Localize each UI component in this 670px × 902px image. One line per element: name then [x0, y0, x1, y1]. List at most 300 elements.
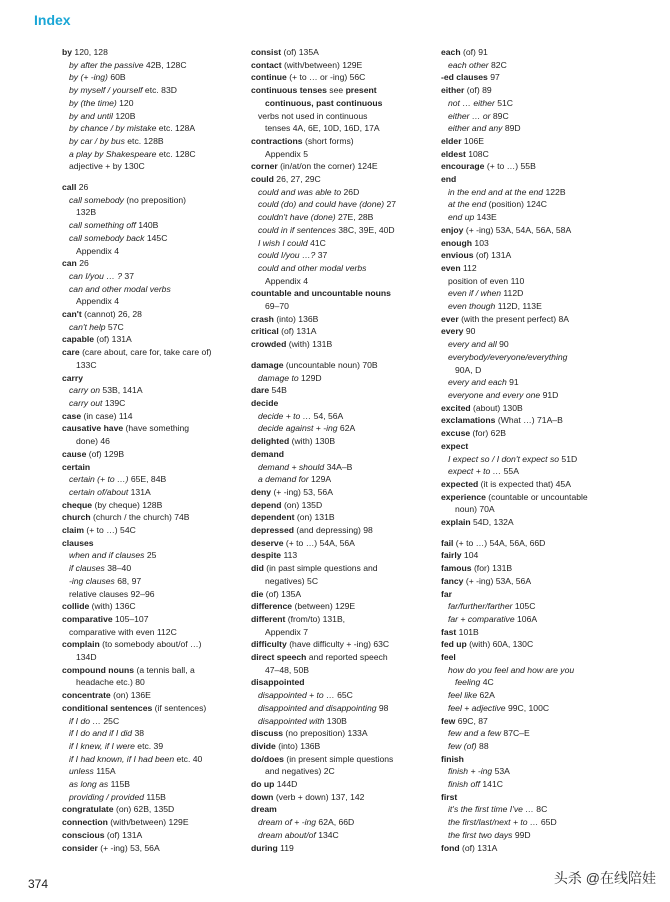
- subentry-text: not … either: [448, 97, 495, 108]
- index-line: [62, 486, 242, 499]
- entry-text: 57C: [105, 321, 124, 332]
- entry-text: 55A: [501, 466, 519, 477]
- headword: finish: [441, 753, 464, 764]
- entry-text: (have something: [123, 423, 190, 434]
- index-line: [441, 198, 621, 211]
- subentry-text: by after the passive: [69, 59, 144, 70]
- entry-text: 69C, 87: [455, 715, 488, 726]
- entry-text: 26: [76, 258, 89, 269]
- headword: end: [441, 174, 457, 185]
- index-line: [62, 148, 242, 161]
- index-line: [441, 575, 621, 588]
- subentry-text: can't help: [69, 321, 106, 332]
- index-line: [62, 270, 242, 283]
- headword: experience: [441, 491, 486, 502]
- headword: first: [441, 791, 458, 802]
- index-line: [251, 651, 431, 664]
- entry-text: etc. 128C: [156, 148, 196, 159]
- index-line: [441, 465, 621, 478]
- subentry-text: call somebody back: [69, 232, 145, 243]
- entry-text: 115A: [93, 766, 116, 777]
- subentry-text: providing / provided: [69, 791, 145, 802]
- index-line: [62, 549, 242, 562]
- headword: can: [62, 258, 77, 269]
- entry-text: 34A–B: [324, 461, 353, 472]
- index-line: [62, 575, 242, 588]
- headword: elder: [441, 135, 462, 146]
- entry-text: 143E: [474, 212, 497, 223]
- entry-text: 62A: [337, 423, 356, 434]
- headword: by: [62, 47, 73, 57]
- headword: present: [345, 85, 377, 96]
- index-line: [251, 46, 431, 59]
- entry-text: (to somebody about/of …): [99, 639, 202, 650]
- subentry-text: by (the time): [69, 97, 117, 108]
- index-line: [441, 676, 621, 689]
- index-line: [62, 753, 242, 766]
- index-line: [251, 486, 431, 499]
- headword: during: [251, 842, 278, 853]
- entry-text: 54D, 132A: [470, 517, 514, 528]
- index-line: [441, 351, 621, 364]
- index-line: [251, 664, 431, 677]
- index-line: [251, 549, 431, 562]
- headword: did: [251, 563, 264, 574]
- subentry-text: by car / by bus: [69, 135, 125, 146]
- index-line: [441, 97, 621, 110]
- index-line: [441, 664, 621, 677]
- headword: deserve: [251, 537, 284, 548]
- index-line: [62, 511, 242, 524]
- index-line: [251, 791, 431, 804]
- index-line: [441, 110, 621, 123]
- headword: could: [251, 174, 274, 185]
- entry-text: (in past simple questions and: [263, 563, 378, 574]
- entry-text: (with) 136C: [89, 601, 136, 612]
- entry-text: (about) 130B: [470, 402, 523, 413]
- entry-text: etc. 128A: [156, 123, 196, 134]
- index-line: [441, 59, 621, 72]
- index-line: [441, 262, 621, 275]
- entry-text: see: [326, 85, 346, 96]
- headword: continuous tenses: [251, 85, 327, 96]
- subentry-text: feeling: [455, 677, 481, 688]
- subentry-text: if I had known, if I had been: [69, 753, 175, 764]
- entry-text: verbs not used in continuous: [258, 110, 368, 121]
- index-line: [441, 287, 621, 300]
- entry-text: (into) 136B: [275, 740, 321, 751]
- entry-text: 25C: [101, 715, 120, 726]
- index-line: [441, 249, 621, 262]
- index-line: [441, 440, 621, 453]
- index-line: [62, 283, 242, 296]
- entry-text: (of) 131A: [473, 250, 512, 261]
- headword: certain: [62, 461, 91, 472]
- subentry-text: demand + should: [258, 461, 325, 472]
- headword: ever: [441, 313, 459, 324]
- subentry-text: the first/last/next + to …: [448, 817, 539, 828]
- entry-text: tenses 4A, 6E, 10D, 16D, 17A: [265, 123, 380, 134]
- subentry-text: decide + to …: [258, 410, 312, 421]
- entry-text: (+ to …) 54A, 56A: [283, 537, 355, 548]
- headword: famous: [441, 563, 472, 574]
- subentry-text: if I do and if I did: [69, 728, 133, 739]
- headword: fail: [441, 537, 454, 548]
- entry-text: (of) 131A: [104, 829, 143, 840]
- headword: consider: [62, 842, 98, 853]
- entry-text: (church / the church) 74B: [90, 512, 190, 523]
- headword: congratulate: [62, 804, 114, 815]
- headword: even: [441, 262, 461, 273]
- index-line: [62, 295, 242, 308]
- headword: crowded: [251, 339, 287, 350]
- index-line: [62, 135, 242, 148]
- entry-text: 89D: [502, 123, 521, 134]
- index-line: [251, 338, 431, 351]
- index-line: [441, 638, 621, 651]
- index-line: [251, 562, 431, 575]
- index-line: [62, 346, 242, 359]
- index-line: [441, 389, 621, 402]
- entry-text: 37: [122, 270, 134, 281]
- subentry-text: finish off: [448, 779, 481, 790]
- subentry-text: disappointed and disappointing: [258, 702, 377, 713]
- headword: divide: [251, 740, 276, 751]
- index-line: [62, 473, 242, 486]
- index-line: [441, 224, 621, 237]
- index-line: [62, 778, 242, 791]
- entry-text: (care about, care for, take care of): [79, 347, 212, 358]
- headword: collide: [62, 601, 90, 612]
- index-line: [251, 84, 431, 97]
- entry-text: position of even 110: [448, 275, 525, 286]
- entry-text: 101B: [456, 626, 479, 637]
- index-line: [441, 651, 621, 664]
- watermark: 头杀 @在线陪娃: [553, 870, 656, 886]
- index-line: [441, 516, 621, 529]
- headword: depressed: [251, 525, 294, 536]
- subentry-text: the first two days: [448, 829, 513, 840]
- index-line: [251, 753, 431, 766]
- headword: concentrate: [62, 690, 111, 701]
- index-line: [441, 414, 621, 427]
- subentry-text: dream about/of: [258, 829, 316, 840]
- subentry-text: either … or: [448, 110, 491, 121]
- entry-text: 62A, 66D: [316, 817, 355, 828]
- index-line: [62, 257, 242, 270]
- index-line: [62, 84, 242, 97]
- index-line: [62, 689, 242, 702]
- subentry-text: every and all: [448, 339, 497, 350]
- entry-text: 53A: [492, 766, 510, 777]
- entry-text: etc. 40: [174, 753, 203, 764]
- index-line: [62, 308, 242, 321]
- index-line: [251, 110, 431, 123]
- index-line: [62, 613, 242, 626]
- subentry-text: -ing clauses: [69, 575, 115, 586]
- headword: expect: [441, 440, 469, 451]
- headword: compound nouns: [62, 664, 135, 675]
- subentry-text: few (of): [448, 740, 477, 751]
- index-line: [441, 562, 621, 575]
- subentry-text: every and each: [448, 377, 507, 388]
- headword: fond: [441, 842, 460, 853]
- entry-text: 115B: [144, 791, 166, 802]
- entry-text: Appendix 4: [76, 296, 120, 307]
- headword: dream: [251, 804, 277, 815]
- headword: can't: [62, 309, 82, 320]
- index-line: [251, 249, 431, 262]
- index-line: [441, 803, 621, 816]
- subentry-text: carry on: [69, 385, 101, 396]
- entry-text: 47–48, 50B: [265, 664, 309, 675]
- headword: cause: [62, 448, 87, 459]
- headword: direct speech: [251, 652, 307, 663]
- index-line: [62, 122, 242, 135]
- entry-text: Appendix 4: [76, 245, 120, 256]
- headword: claim: [62, 525, 84, 536]
- index-line: [251, 727, 431, 740]
- entry-text: (have difficulty + -ing) 63C: [286, 639, 390, 650]
- index-line: [62, 702, 242, 715]
- page-title: Index: [34, 12, 71, 28]
- entry-text: 68, 97: [114, 575, 142, 586]
- subentry-text: end up: [448, 212, 475, 223]
- entry-text: (verb + down) 137, 142: [273, 791, 365, 802]
- entry-text: (in present simple questions: [283, 753, 394, 764]
- entry-text: 90A, D: [455, 364, 482, 375]
- index-line: [62, 384, 242, 397]
- index-line: [251, 384, 431, 397]
- entry-text: 145C: [144, 232, 168, 243]
- index-line: [251, 160, 431, 173]
- index-line: [441, 300, 621, 313]
- entry-text: (on) 62B, 135D: [113, 804, 175, 815]
- index-line: [441, 402, 621, 415]
- headword: each: [441, 47, 461, 57]
- index-line: [251, 588, 431, 601]
- index-line: [62, 181, 242, 194]
- headword: deny: [251, 486, 272, 497]
- headword: feel: [441, 652, 456, 663]
- entry-text: 113: [281, 550, 298, 561]
- index-line: [441, 689, 621, 702]
- headword: few: [441, 715, 456, 726]
- index-line: [441, 715, 621, 728]
- index-line: [441, 313, 621, 326]
- entry-text: (with) 131B: [286, 339, 333, 350]
- subentry-text: unless: [69, 766, 94, 777]
- index-line: [441, 829, 621, 842]
- headword: call: [62, 182, 77, 193]
- entry-text: 144D: [274, 779, 298, 790]
- index-line: [62, 333, 242, 346]
- entry-text: 112: [460, 262, 477, 273]
- entry-text: (countable or uncountable: [485, 491, 588, 502]
- index-line: [62, 562, 242, 575]
- headword: clauses: [62, 537, 94, 548]
- entry-text: (with/between) 129E: [281, 59, 363, 70]
- headword: enjoy: [441, 224, 464, 235]
- index-line: [251, 135, 431, 148]
- subentry-text: could and was able to: [258, 186, 342, 197]
- entry-text: (short forms): [302, 135, 354, 146]
- index-line: [251, 778, 431, 791]
- index-line: [441, 765, 621, 778]
- entry-text: 129A: [308, 474, 332, 485]
- entry-text: 131A: [128, 486, 151, 497]
- headword: contact: [251, 59, 282, 70]
- entry-text: 37: [315, 250, 328, 261]
- subentry-text: by and until: [69, 110, 113, 121]
- entry-text: 51D: [559, 453, 578, 464]
- index-line: [441, 778, 621, 791]
- entry-text: (from/to) 131B,: [285, 613, 346, 624]
- entry-text: 134C: [315, 829, 339, 840]
- index-line: [62, 359, 242, 372]
- headword: excuse: [441, 428, 471, 439]
- headword: dare: [251, 385, 270, 396]
- entry-text: 141C: [480, 779, 503, 790]
- index-line: [251, 448, 431, 461]
- index-line: [441, 122, 621, 135]
- entry-text: 87C–E: [501, 728, 530, 739]
- index-line: [251, 575, 431, 588]
- entry-text: (and depressing) 98: [294, 525, 373, 536]
- index-line: [62, 803, 242, 816]
- subentry-text: carry out: [69, 397, 103, 408]
- entry-text: etc. 128B: [124, 135, 164, 146]
- subentry-text: call something off: [69, 220, 136, 231]
- subentry-text: how do you feel and how are you: [448, 664, 575, 675]
- entry-text: (with) 130B: [289, 436, 336, 447]
- entry-text: 120: [116, 97, 134, 108]
- entry-text: 98: [376, 702, 389, 713]
- entry-text: (+ -ing) 53, 56A: [97, 842, 160, 853]
- index-line: [441, 549, 621, 562]
- index-line: [251, 638, 431, 651]
- headword: envious: [441, 250, 474, 261]
- index-line: [441, 491, 621, 504]
- headword: church: [62, 512, 91, 523]
- index-line: [251, 816, 431, 829]
- entry-text: (in case) 114: [81, 410, 133, 421]
- headword: decide: [251, 397, 279, 408]
- entry-text: 133C: [76, 359, 97, 370]
- entry-text: 106E: [461, 135, 485, 146]
- subentry-text: everybody/everyone/everything: [448, 351, 568, 362]
- subentry-text: expect + to …: [448, 466, 502, 477]
- subentry-text: everyone and every one: [448, 389, 541, 400]
- entry-text: 25: [144, 550, 157, 561]
- entry-text: 8C: [533, 804, 548, 815]
- headword: capable: [62, 334, 95, 345]
- index-line: [62, 499, 242, 512]
- subentry-text: decide against + -ing: [258, 423, 338, 434]
- entry-text: (with) 60A, 130C: [466, 639, 534, 650]
- headword: every: [441, 326, 464, 337]
- index-line: [441, 702, 621, 715]
- subentry-text: if clauses: [69, 563, 105, 574]
- subentry-text: far/further/farther: [448, 601, 513, 612]
- headword: exclamations: [441, 415, 496, 426]
- headword: conscious: [62, 829, 105, 840]
- entry-text: 112D, 113E: [495, 301, 542, 312]
- index-line: [62, 397, 242, 410]
- subentry-text: far + comparative: [448, 613, 515, 624]
- headword: far: [441, 588, 452, 599]
- headword: different: [251, 613, 286, 624]
- entry-text: (of) 89: [464, 85, 492, 96]
- index-line: [441, 237, 621, 250]
- index-line: [62, 727, 242, 740]
- index-line: [251, 173, 431, 186]
- headword: damage: [251, 359, 284, 370]
- entry-text: 38C, 39E, 40D: [335, 224, 395, 235]
- index-line: [251, 715, 431, 728]
- entry-text: (of) 129B: [86, 448, 125, 459]
- index-line: [62, 842, 242, 855]
- subentry-text: I wish I could: [258, 237, 308, 248]
- subentry-text: certain (+ to …): [69, 474, 129, 485]
- index-line: [441, 46, 621, 59]
- entry-text: 115B: [108, 779, 131, 790]
- index-line: [251, 262, 431, 275]
- index-line: [441, 135, 621, 148]
- index-line: [441, 427, 621, 440]
- headword: demand: [251, 448, 284, 459]
- entry-text: 65E, 84B: [128, 474, 167, 485]
- entry-text: (for) 62B: [470, 428, 506, 439]
- index-line: [62, 435, 242, 448]
- entry-text: (no preposition) 133A: [283, 728, 368, 739]
- entry-text: 26, 27, 29C: [273, 174, 321, 185]
- index-line: [441, 376, 621, 389]
- index-line: [62, 160, 242, 173]
- index-line: [251, 287, 431, 300]
- index-line: [441, 626, 621, 639]
- entry-text: (it is expected that) 45A: [478, 478, 571, 489]
- entry-text: (What …) 71A–B: [495, 415, 563, 426]
- subentry-text: could and other modal verbs: [258, 262, 367, 273]
- subentry-text: even if / when: [448, 288, 502, 299]
- index-column-3: [441, 46, 621, 854]
- headword: countable and uncountable nouns: [251, 288, 391, 299]
- index-line: [62, 97, 242, 110]
- index-line: [251, 198, 431, 211]
- entry-text: 132B: [76, 207, 97, 218]
- entry-text: and negatives) 2C: [265, 766, 335, 777]
- entry-text: (of) 135A: [263, 588, 302, 599]
- entry-text: 82C: [488, 59, 507, 70]
- index-line: [251, 829, 431, 842]
- index-line: [62, 110, 242, 123]
- index-line: [62, 422, 242, 435]
- headword: crash: [251, 313, 274, 324]
- index-line: [62, 232, 242, 245]
- index-line: [441, 588, 621, 601]
- index-line: [441, 84, 621, 97]
- index-line: [251, 435, 431, 448]
- entry-text: 90: [463, 326, 476, 337]
- index-column-1: [62, 46, 242, 854]
- entry-text: 27: [384, 199, 397, 210]
- entry-text: noun) 70A: [455, 504, 495, 515]
- headword: disappointed: [251, 677, 305, 688]
- index-line: [251, 410, 431, 423]
- entry-text: 120B: [112, 110, 136, 121]
- entry-text: 112D: [501, 288, 524, 299]
